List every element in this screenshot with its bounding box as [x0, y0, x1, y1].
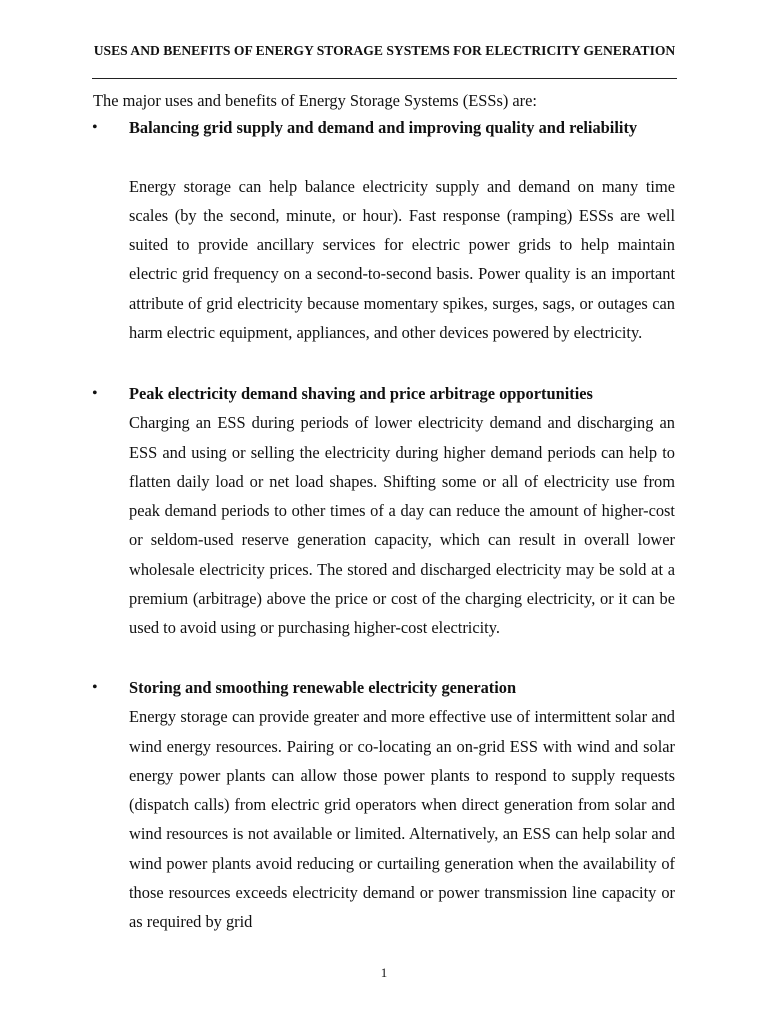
item-heading: Balancing grid supply and demand and improving quality and reliability — [129, 118, 638, 137]
item-body: Energy storage can help balance electricity supply and demand on many time scales (by the second, minute, or hour). Fast response (ramping) ESSs are well suited to provide ancillary services for electric power grids to help maintain electric grid frequency on a second-to-second basis. Power quality is an important attribute of grid electricity because momentary spikes, surges, sags, or outages can harm electric equipment, appliances, and other devices powered by electricity. — [129, 176, 675, 343]
title-underline-divider — [92, 78, 677, 79]
item-body: Charging an ESS during periods of lower electricity demand and discharging an ESS and using or selling the electricity during higher demand periods can help to flatten daily load or net load shapes. Shifting some or all of electricity use from peak demand periods to other times of a day can reduce the amount of higher-cost or seldom-used reserve generation capacity, which can result in overall lower wholesale electricity prices. The stored and discharged electricity may be sold at a premium (arbitrage) above the price or cost of the charging electricity, or it can be used to avoid using or purchasing higher-cost electricity. — [129, 413, 675, 638]
bullet-icon: • — [92, 385, 98, 402]
document-title: USES AND BENEFITS OF ENERGY STORAGE SYSTEMS FOR ELECTRICITY GENERATION — [93, 43, 676, 58]
page-number: 1 — [380, 965, 388, 980]
item-body: Energy storage can provide greater and more effective use of intermittent solar and wind energy resources. Pairing or co-locating an on-grid ESS with wind and solar energy power plants can allow those power plants to respond to supply requests (dispatch calls) from electric grid operators when direct generation from solar and wind resources is not available or limited. Alternatively, an ESS can help solar and wind power plants avoid reducing or curtailing generation when the availability of those resources exceeds electricity demand or power transmission line capacity or as required by grid — [129, 707, 675, 932]
item-heading: Storing and smoothing renewable electricity generation — [129, 678, 517, 697]
intro-paragraph: The major uses and benefits of Energy Storage Systems (ESSs) are: — [93, 91, 537, 110]
bullet-icon: • — [92, 679, 98, 696]
bullet-icon: • — [92, 119, 98, 136]
item-heading: Peak electricity demand shaving and price arbitrage opportunities — [129, 384, 593, 403]
